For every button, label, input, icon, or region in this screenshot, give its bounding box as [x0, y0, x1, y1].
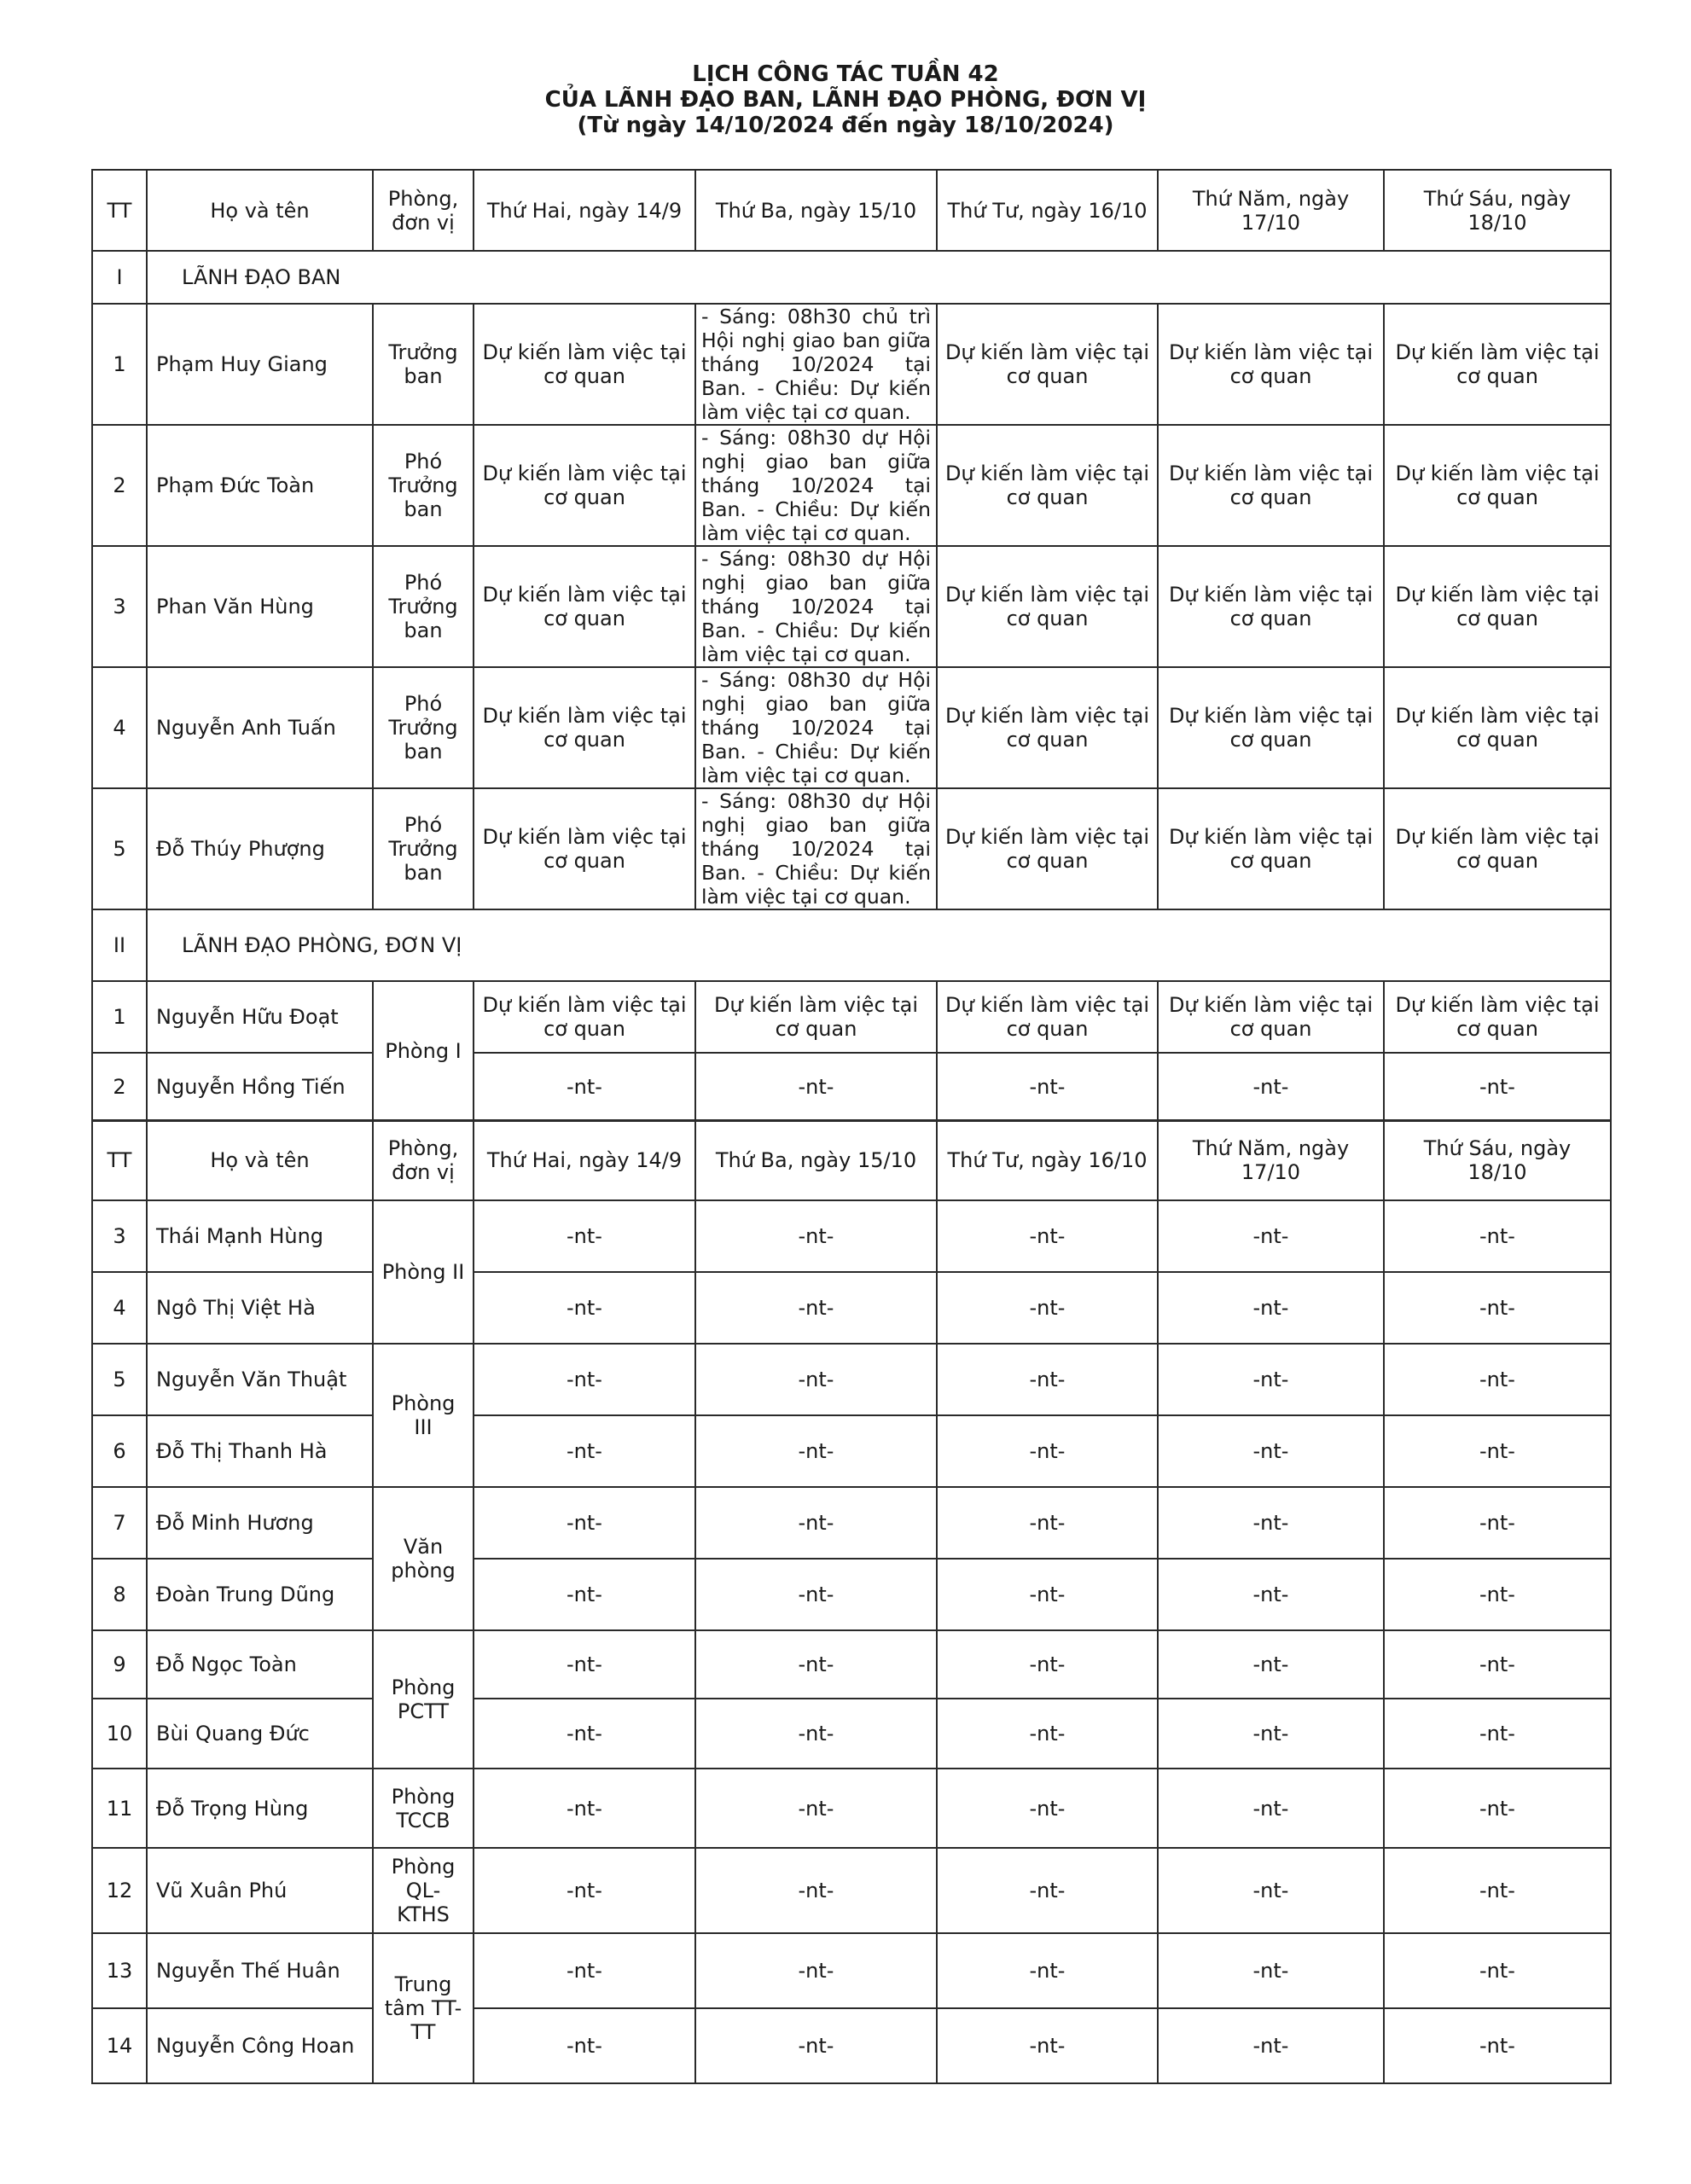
cell-fri: -nt- [1384, 1848, 1611, 1933]
row-tt: 8 [92, 1559, 147, 1630]
row-tt: 1 [92, 981, 147, 1053]
row-name: Bùi Quang Đức [147, 1699, 373, 1769]
cell-tue: -nt- [695, 1344, 937, 1415]
table-row [92, 1200, 1611, 1272]
cell-tue: - Sáng: 08h30 dự Hội nghị giao ban giữa tháng 10/2024 tại Ban. - Chiều: Dự kiến làm việc tại cơ quan. [695, 425, 937, 546]
row-unit: Trung tâm TT-TT [373, 1933, 474, 2083]
cell-mon: -nt- [474, 1272, 695, 1344]
table-row [92, 1630, 1611, 1699]
row-tt: 9 [92, 1630, 147, 1699]
cell-mon: -nt- [474, 1769, 695, 1848]
row-unit: Trưởng ban [373, 304, 474, 425]
cell-fri: -nt- [1384, 1272, 1611, 1344]
cell-mon: -nt- [474, 1200, 695, 1272]
table-row [92, 1487, 1611, 1559]
cell-mon: -nt- [474, 1933, 695, 2008]
row-name: Nguyễn Anh Tuấn [147, 667, 373, 788]
cell-tue: - Sáng: 08h30 dự Hội nghị giao ban giữa tháng 10/2024 tại Ban. - Chiều: Dự kiến làm việc tại cơ quan. [695, 546, 937, 667]
section-number: II [92, 909, 147, 981]
header-unit: Phòng, đơn vị [373, 170, 474, 251]
row-unit: Phòng QL-KTHS [373, 1848, 474, 1933]
row-name: Phạm Đức Toàn [147, 425, 373, 546]
row-name: Nguyễn Thế Huân [147, 1933, 373, 2008]
document-title-block [0, 61, 1691, 138]
cell-wed: -nt- [937, 1699, 1158, 1769]
row-tt: 12 [92, 1848, 147, 1933]
cell-fri: -nt- [1384, 1053, 1611, 1121]
schedule-table-part2 [91, 1119, 1612, 2084]
table-row [92, 1053, 1611, 1121]
row-tt: 10 [92, 1699, 147, 1769]
cell-wed: -nt- [937, 1487, 1158, 1559]
cell-wed: -nt- [937, 1053, 1158, 1121]
title-line-2: CỦA LÃNH ĐẠO BAN, LÃNH ĐẠO PHÒNG, ĐƠN VỊ [544, 87, 1147, 113]
table-header-row [92, 170, 1611, 251]
row-name: Đoàn Trung Dũng [147, 1559, 373, 1630]
header-tt: TT [92, 170, 147, 251]
row-unit: Phòng TCCB [373, 1769, 474, 1848]
header-name: Họ và tên [147, 1120, 373, 1200]
cell-fri: Dự kiến làm việc tại cơ quan [1384, 788, 1611, 909]
row-name: Vũ Xuân Phú [147, 1848, 373, 1933]
cell-fri: Dự kiến làm việc tại cơ quan [1384, 981, 1611, 1053]
cell-wed: -nt- [937, 1415, 1158, 1487]
cell-wed: Dự kiến làm việc tại cơ quan [937, 304, 1158, 425]
cell-fri: -nt- [1384, 1933, 1611, 2008]
cell-fri: Dự kiến làm việc tại cơ quan [1384, 667, 1611, 788]
cell-mon: -nt- [474, 1630, 695, 1699]
cell-thu: Dự kiến làm việc tại cơ quan [1158, 788, 1384, 909]
table-row [92, 1415, 1611, 1487]
cell-mon: Dự kiến làm việc tại cơ quan [474, 425, 695, 546]
table-row [92, 1272, 1611, 1344]
row-name: Đỗ Minh Hương [147, 1487, 373, 1559]
cell-thu: -nt- [1158, 1769, 1384, 1848]
row-tt: 13 [92, 1933, 147, 2008]
header-day-tue: Thứ Ba, ngày 15/10 [695, 170, 937, 251]
row-unit: Văn phòng [373, 1487, 474, 1630]
row-name: Đỗ Thị Thanh Hà [147, 1415, 373, 1487]
cell-fri: Dự kiến làm việc tại cơ quan [1384, 425, 1611, 546]
header-day-mon: Thứ Hai, ngày 14/9 [474, 170, 695, 251]
cell-mon: -nt- [474, 1848, 695, 1933]
header-tt: TT [92, 1120, 147, 1200]
header-unit: Phòng, đơn vị [373, 1120, 474, 1200]
header-day-tue: Thứ Ba, ngày 15/10 [695, 1120, 937, 1200]
section-label: LÃNH ĐẠO PHÒNG, ĐƠN VỊ [147, 909, 1611, 981]
cell-thu: -nt- [1158, 1933, 1384, 2008]
cell-thu: -nt- [1158, 1053, 1384, 1121]
header-day-thu: Thứ Năm, ngày 17/10 [1158, 170, 1384, 251]
cell-wed: Dự kiến làm việc tại cơ quan [937, 981, 1158, 1053]
cell-fri: Dự kiến làm việc tại cơ quan [1384, 546, 1611, 667]
cell-mon: Dự kiến làm việc tại cơ quan [474, 981, 695, 1053]
row-unit: Phòng I [373, 981, 474, 1121]
cell-tue: -nt- [695, 1487, 937, 1559]
cell-thu: -nt- [1158, 1630, 1384, 1699]
row-name: Nguyễn Văn Thuật [147, 1344, 373, 1415]
cell-wed: -nt- [937, 1848, 1158, 1933]
cell-wed: Dự kiến làm việc tại cơ quan [937, 425, 1158, 546]
cell-thu: -nt- [1158, 1344, 1384, 1415]
row-unit: Phòng PCTT [373, 1630, 474, 1769]
row-tt: 5 [92, 788, 147, 909]
cell-thu: -nt- [1158, 1415, 1384, 1487]
table-row [92, 304, 1611, 425]
row-name: Nguyễn Hồng Tiến [147, 1053, 373, 1121]
cell-thu: Dự kiến làm việc tại cơ quan [1158, 304, 1384, 425]
cell-fri: -nt- [1384, 1699, 1611, 1769]
cell-mon: -nt- [474, 1344, 695, 1415]
row-unit: Phó Trưởng ban [373, 667, 474, 788]
cell-mon: -nt- [474, 1559, 695, 1630]
row-name: Đỗ Ngọc Toàn [147, 1630, 373, 1699]
table-row [92, 546, 1611, 667]
cell-tue: -nt- [695, 2008, 937, 2083]
cell-tue: -nt- [695, 1272, 937, 1344]
row-name: Nguyễn Công Hoan [147, 2008, 373, 2083]
row-tt: 14 [92, 2008, 147, 2083]
cell-fri: -nt- [1384, 1630, 1611, 1699]
header-day-wed: Thứ Tư, ngày 16/10 [937, 1120, 1158, 1200]
cell-wed: -nt- [937, 1344, 1158, 1415]
schedule-table-part1 [91, 169, 1612, 1122]
table-row [92, 425, 1611, 546]
cell-fri: -nt- [1384, 1200, 1611, 1272]
cell-mon: Dự kiến làm việc tại cơ quan [474, 788, 695, 909]
cell-fri: -nt- [1384, 1344, 1611, 1415]
cell-thu: -nt- [1158, 1487, 1384, 1559]
cell-wed: Dự kiến làm việc tại cơ quan [937, 546, 1158, 667]
row-tt: 4 [92, 1272, 147, 1344]
cell-wed: -nt- [937, 1559, 1158, 1630]
table-row [92, 1559, 1611, 1630]
cell-wed: -nt- [937, 1272, 1158, 1344]
section-label: LÃNH ĐẠO BAN [147, 251, 1611, 304]
cell-mon: -nt- [474, 1415, 695, 1487]
row-name: Ngô Thị Việt Hà [147, 1272, 373, 1344]
table-row [92, 981, 1611, 1053]
row-name: Thái Mạnh Hùng [147, 1200, 373, 1272]
cell-tue: -nt- [695, 1415, 937, 1487]
table-row [92, 788, 1611, 909]
cell-thu: -nt- [1158, 1200, 1384, 1272]
cell-fri: Dự kiến làm việc tại cơ quan [1384, 304, 1611, 425]
row-tt: 7 [92, 1487, 147, 1559]
row-name: Nguyễn Hữu Đoạt [147, 981, 373, 1053]
row-tt: 2 [92, 1053, 147, 1121]
title-line-3: (Từ ngày 14/10/2024 đến ngày 18/10/2024) [577, 113, 1114, 138]
row-unit: Phó Trưởng ban [373, 546, 474, 667]
cell-thu: Dự kiến làm việc tại cơ quan [1158, 425, 1384, 546]
row-unit: Phòng II [373, 1200, 474, 1344]
cell-tue: -nt- [695, 1848, 937, 1933]
cell-wed: -nt- [937, 1200, 1158, 1272]
header-day-thu: Thứ Năm, ngày 17/10 [1158, 1120, 1384, 1200]
cell-mon: -nt- [474, 1699, 695, 1769]
row-name: Đỗ Thúy Phượng [147, 788, 373, 909]
cell-fri: -nt- [1384, 1415, 1611, 1487]
table-row [92, 2008, 1611, 2083]
cell-tue: -nt- [695, 1933, 937, 2008]
row-tt: 1 [92, 304, 147, 425]
cell-thu: -nt- [1158, 1699, 1384, 1769]
table-row [92, 1699, 1611, 1769]
section-row [92, 251, 1611, 304]
cell-thu: -nt- [1158, 2008, 1384, 2083]
cell-tue: -nt- [695, 1699, 937, 1769]
row-unit: Phòng III [373, 1344, 474, 1487]
cell-mon: -nt- [474, 1487, 695, 1559]
row-name: Đỗ Trọng Hùng [147, 1769, 373, 1848]
cell-tue: -nt- [695, 1769, 937, 1848]
header-day-fri: Thứ Sáu, ngày 18/10 [1384, 170, 1611, 251]
cell-thu: -nt- [1158, 1559, 1384, 1630]
cell-tue: - Sáng: 08h30 dự Hội nghị giao ban giữa tháng 10/2024 tại Ban. - Chiều: Dự kiến làm việc tại cơ quan. [695, 667, 937, 788]
cell-mon: -nt- [474, 2008, 695, 2083]
cell-fri: -nt- [1384, 1487, 1611, 1559]
cell-fri: -nt- [1384, 1769, 1611, 1848]
table-row [92, 1848, 1611, 1933]
row-name: Phan Văn Hùng [147, 546, 373, 667]
cell-fri: -nt- [1384, 1559, 1611, 1630]
section-row [92, 909, 1611, 981]
cell-wed: -nt- [937, 2008, 1158, 2083]
cell-thu: Dự kiến làm việc tại cơ quan [1158, 546, 1384, 667]
header-name: Họ và tên [147, 170, 373, 251]
cell-mon: Dự kiến làm việc tại cơ quan [474, 546, 695, 667]
row-name: Phạm Huy Giang [147, 304, 373, 425]
cell-fri: -nt- [1384, 2008, 1611, 2083]
header-day-wed: Thứ Tư, ngày 16/10 [937, 170, 1158, 251]
row-unit: Phó Trưởng ban [373, 788, 474, 909]
row-tt: 2 [92, 425, 147, 546]
cell-wed: -nt- [937, 1769, 1158, 1848]
cell-tue: -nt- [695, 1200, 937, 1272]
cell-mon: -nt- [474, 1053, 695, 1121]
cell-tue: Dự kiến làm việc tại cơ quan [695, 981, 937, 1053]
title-line-1: LỊCH CÔNG TÁC TUẦN 42 [692, 61, 999, 87]
cell-tue: -nt- [695, 1053, 937, 1121]
table-row [92, 667, 1611, 788]
header-day-mon: Thứ Hai, ngày 14/9 [474, 1120, 695, 1200]
cell-tue: - Sáng: 08h30 dự Hội nghị giao ban giữa tháng 10/2024 tại Ban. - Chiều: Dự kiến làm việc tại cơ quan. [695, 788, 937, 909]
row-unit: Phó Trưởng ban [373, 425, 474, 546]
table-header-row [92, 1120, 1611, 1200]
cell-wed: Dự kiến làm việc tại cơ quan [937, 788, 1158, 909]
cell-thu: -nt- [1158, 1272, 1384, 1344]
cell-tue: - Sáng: 08h30 chủ trì Hội nghị giao ban giữa tháng 10/2024 tại Ban. - Chiều: Dự kiến làm việc tại cơ quan. [695, 304, 937, 425]
cell-wed: -nt- [937, 1933, 1158, 2008]
cell-mon: Dự kiến làm việc tại cơ quan [474, 304, 695, 425]
cell-wed: -nt- [937, 1630, 1158, 1699]
row-tt: 3 [92, 1200, 147, 1272]
cell-tue: -nt- [695, 1630, 937, 1699]
row-tt: 6 [92, 1415, 147, 1487]
cell-mon: Dự kiến làm việc tại cơ quan [474, 667, 695, 788]
cell-thu: Dự kiến làm việc tại cơ quan [1158, 667, 1384, 788]
table-row [92, 1769, 1611, 1848]
table-row [92, 1344, 1611, 1415]
row-tt: 3 [92, 546, 147, 667]
section-number: I [92, 251, 147, 304]
header-day-fri: Thứ Sáu, ngày 18/10 [1384, 1120, 1611, 1200]
cell-wed: Dự kiến làm việc tại cơ quan [937, 667, 1158, 788]
row-tt: 5 [92, 1344, 147, 1415]
row-tt: 4 [92, 667, 147, 788]
table-row [92, 1933, 1611, 2008]
cell-thu: Dự kiến làm việc tại cơ quan [1158, 981, 1384, 1053]
cell-thu: -nt- [1158, 1848, 1384, 1933]
row-tt: 11 [92, 1769, 147, 1848]
cell-tue: -nt- [695, 1559, 937, 1630]
